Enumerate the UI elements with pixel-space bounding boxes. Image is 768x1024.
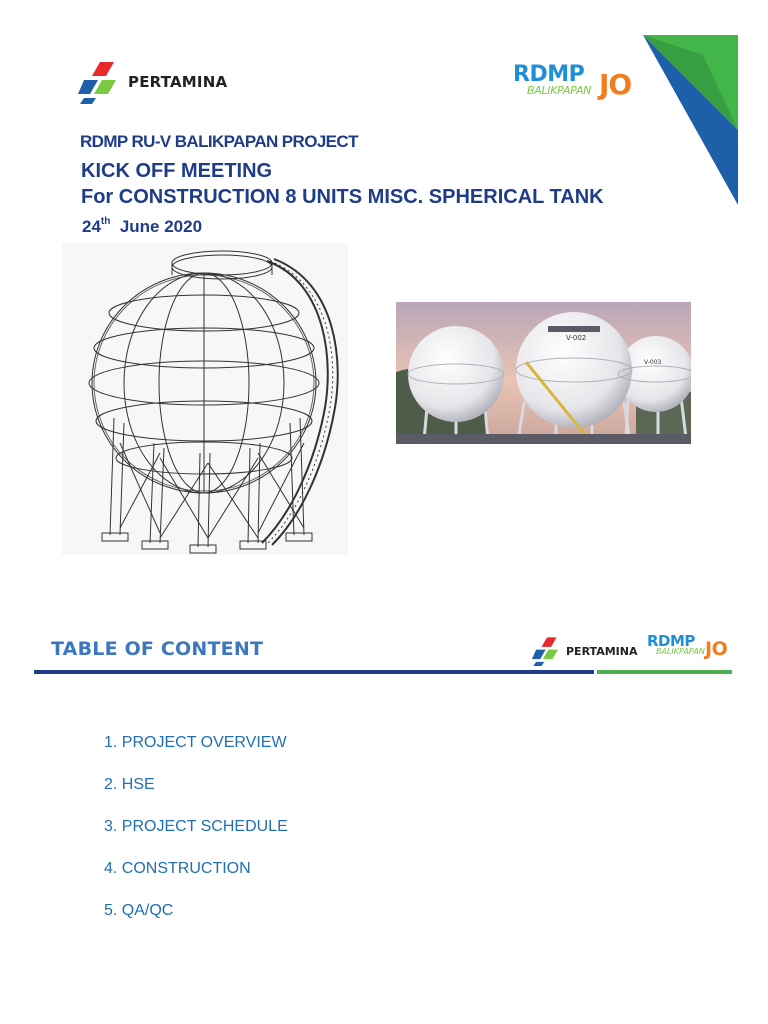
toc-item: 1. PROJECT OVERVIEW xyxy=(104,734,287,751)
meeting-title: KICK OFF MEETING xyxy=(81,160,273,182)
header-logos xyxy=(532,632,732,668)
rdmp-jo-logo xyxy=(513,62,653,108)
pertamina-logo xyxy=(78,60,248,104)
date-day: 24 xyxy=(82,217,101,236)
spherical-tanks-photo xyxy=(396,302,691,444)
toc-item: 2. HSE xyxy=(104,776,155,793)
pertamina-emblem-icon xyxy=(532,636,562,666)
rdmp-logo-small-jo: JO xyxy=(705,638,728,660)
pertamina-emblem-icon xyxy=(78,60,122,104)
toc-title: TABLE OF CONTENT xyxy=(51,638,264,660)
meeting-subject: For CONSTRUCTION 8 UNITS MISC. SPHERICAL TANK xyxy=(81,186,604,208)
toc-item: 4. CONSTRUCTION xyxy=(104,860,251,877)
meeting-date xyxy=(82,217,202,237)
tank-label-2: V-003 xyxy=(644,359,662,366)
corner-decoration xyxy=(643,35,738,205)
toc-item: 5. QA/QC xyxy=(104,902,174,919)
date-suffix: th xyxy=(100,216,111,227)
toc-item: 3. PROJECT SCHEDULE xyxy=(104,818,288,835)
rdmp-logo-small-main: RDMP xyxy=(647,632,695,650)
pertamina-logo-text: PERTAMINA xyxy=(128,73,228,91)
date-rest: June 2020 xyxy=(119,217,203,236)
rdmp-logo-jo: JO xyxy=(599,68,632,101)
pertamina-logo-small-text: PERTAMINA xyxy=(566,644,638,658)
header-rule-green xyxy=(597,670,732,674)
spherical-tank-sketch xyxy=(62,243,348,555)
tank-label-1: V-002 xyxy=(566,334,587,342)
rdmp-logo-main: RDMP xyxy=(513,62,585,87)
pertamina-logo-small xyxy=(532,636,637,666)
rdmp-logo-small-sub: BALIKPAPAN xyxy=(656,647,705,656)
rdmp-logo-sub: BALIKPAPAN xyxy=(527,84,592,97)
header-rule-blue xyxy=(34,670,594,674)
project-name: RDMP RU-V BALIKPAPAN PROJECT xyxy=(80,132,358,151)
